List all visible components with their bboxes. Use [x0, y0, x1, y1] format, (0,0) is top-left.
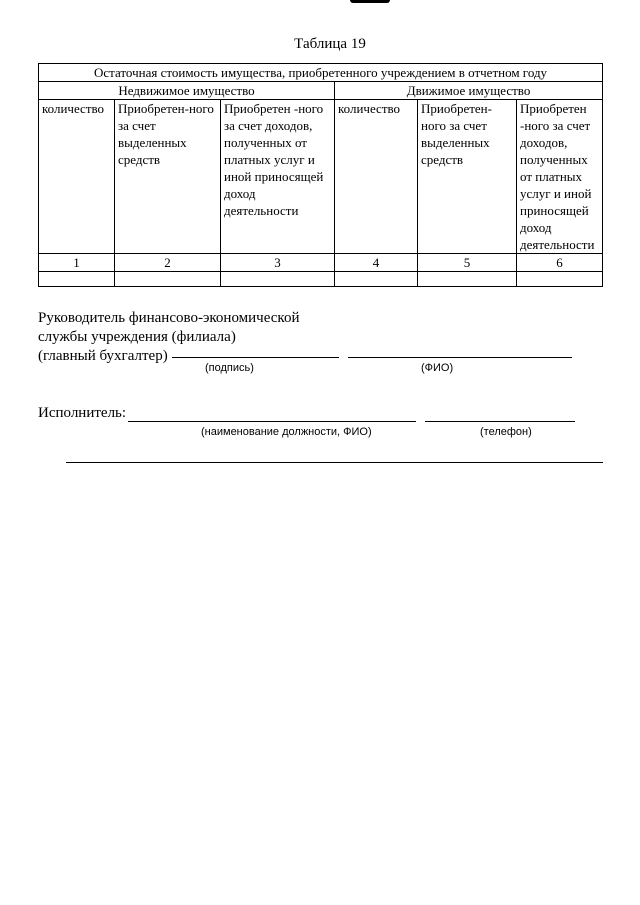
asset-table — [38, 63, 603, 287]
group-movable: Движимое имущество — [335, 82, 603, 100]
phone-caption: (телефон) — [480, 426, 532, 438]
column-header-quantity: количество — [335, 100, 418, 254]
executor-position-line[interactable] — [128, 421, 416, 422]
head-title-line: службы учреждения (филиала) — [38, 329, 236, 345]
column-header-funds: Приобретен-ного за счет выделенных средств — [418, 100, 517, 254]
head-title-line: Руководитель финансово-экономической — [38, 310, 300, 326]
empty-cell[interactable] — [115, 272, 221, 287]
column-number: 4 — [335, 254, 418, 272]
page-edge-mark — [350, 0, 390, 3]
column-number: 3 — [221, 254, 335, 272]
empty-cell[interactable] — [418, 272, 517, 287]
divider-line — [66, 462, 603, 463]
name-caption: (ФИО) — [421, 362, 454, 374]
position-caption: (наименование должности, ФИО) — [201, 426, 372, 438]
empty-cell[interactable] — [39, 272, 115, 287]
empty-cell[interactable] — [335, 272, 418, 287]
column-header-income: Приобретен -ного за счет доходов, полученных от платных услуг и иной приносящей доход деятельности — [517, 100, 603, 254]
table-title: Таблица 19 — [294, 36, 366, 52]
column-header-income: Приобретен -ного за счет доходов, полученных от платных услуг и иной приносящей доход деятельности — [221, 100, 335, 254]
column-number: 1 — [39, 254, 115, 272]
column-number: 2 — [115, 254, 221, 272]
name-line[interactable] — [348, 357, 572, 358]
executor-label: Исполнитель: — [38, 405, 127, 421]
column-number: 5 — [418, 254, 517, 272]
head-title-line: (главный бухгалтер) — [38, 348, 168, 364]
column-number: 6 — [517, 254, 603, 272]
group-real-estate: Недвижимое имущество — [39, 82, 335, 100]
signature-caption: (подпись) — [205, 362, 254, 374]
empty-cell[interactable] — [221, 272, 335, 287]
signature-line[interactable] — [172, 357, 339, 358]
column-header-quantity: количество — [39, 100, 115, 254]
empty-cell[interactable] — [517, 272, 603, 287]
column-header-funds: Приобретен-ного за счет выделенных средств — [115, 100, 221, 254]
table-caption: Остаточная стоимость имущества, приобретенного учреждением в отчетном году — [39, 64, 603, 82]
executor-phone-line[interactable] — [425, 421, 575, 422]
